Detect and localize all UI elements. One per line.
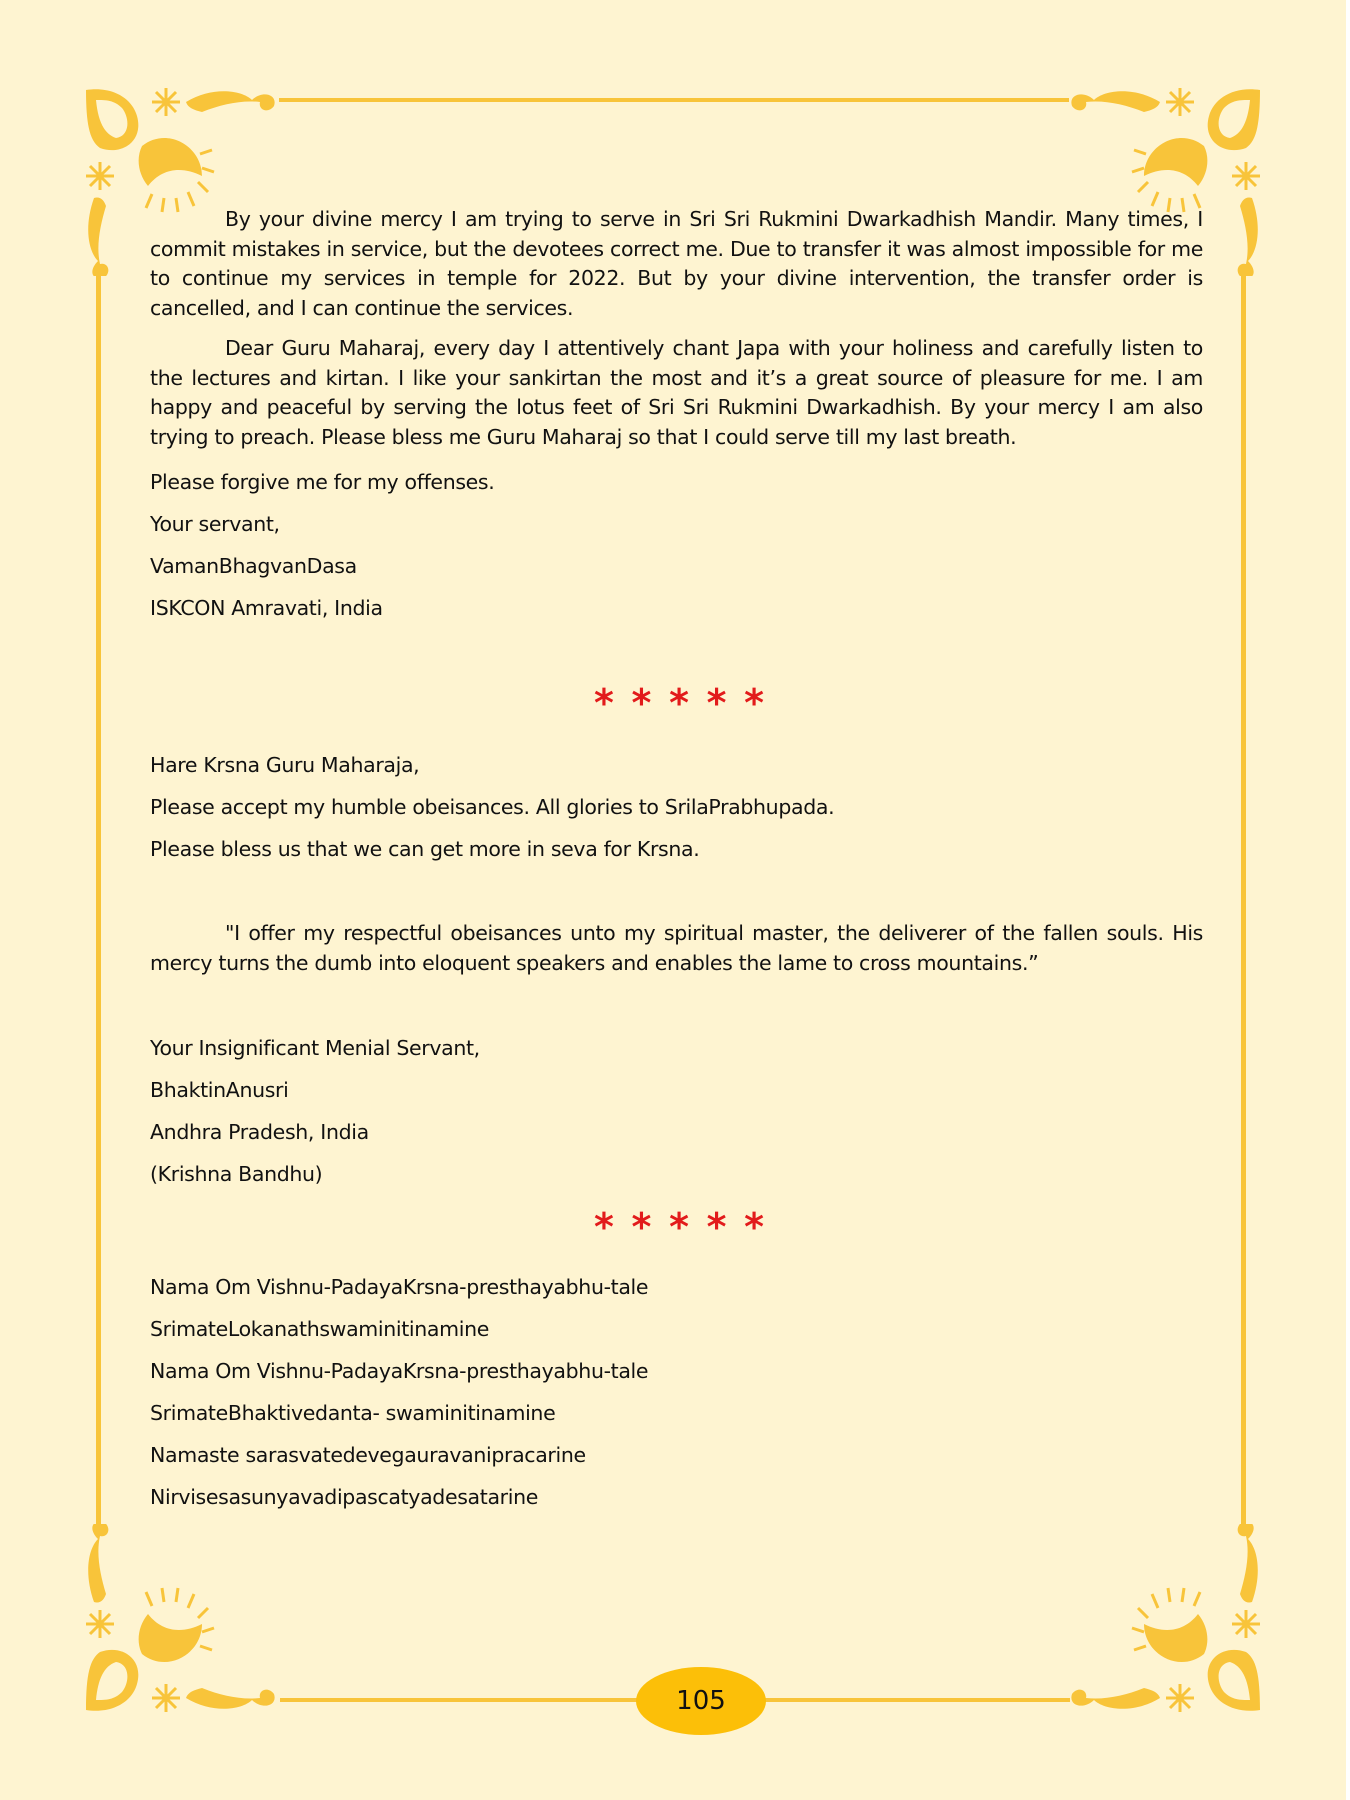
corner-ornament-bottom-right-icon bbox=[1064, 1524, 1264, 1714]
letter2-author-location: Andhra Pradesh, India bbox=[150, 1120, 369, 1144]
letter1-author-name: VamanBhagvanDasa bbox=[150, 554, 357, 578]
page-number: 105 bbox=[676, 1686, 726, 1716]
letter1-closing: Please forgive me for my offenses. bbox=[150, 470, 495, 494]
border-right-line bbox=[1241, 272, 1246, 1528]
star-icon: * bbox=[669, 681, 689, 725]
separator-stars-1 bbox=[594, 681, 764, 725]
border-left-line bbox=[96, 272, 101, 1528]
paragraph-text: Dear Guru Maharaj, every day I attentively chant Japa with your holiness and carefully listen to the lectures and kirtan. I like your sankirtan the most and it’s a great source of pleasure for me. I am happy and peaceful by serving the lotus feet of Sri Sri Rukmini Dwarkadhish. By your mercy I am also trying to preach. Please bless me Guru Maharaj so that I could serve till my last breath. bbox=[150, 336, 1203, 449]
letter2-signoff: Your Insignificant Menial Servant, bbox=[150, 1036, 480, 1060]
corner-ornament-bottom-left-icon bbox=[82, 1524, 282, 1714]
prayer-line: Namaste sarasvatedevegauravanipracarine bbox=[150, 1443, 586, 1467]
star-icon: * bbox=[594, 1205, 614, 1249]
letter2-line-1: Please accept my humble obeisances. All glories to SrilaPrabhupada. bbox=[150, 795, 835, 819]
star-icon: * bbox=[669, 1205, 689, 1249]
star-icon: * bbox=[706, 1205, 727, 1249]
letter1-signoff: Your servant, bbox=[150, 512, 280, 536]
star-icon: * bbox=[631, 1205, 652, 1249]
letter2-note: (Krishna Bandhu) bbox=[150, 1162, 323, 1186]
letter1-author-location: ISKCON Amravati, India bbox=[150, 596, 383, 620]
prayer-line: Nama Om Vishnu-PadayaKrsna-presthayabhu-tale bbox=[150, 1275, 649, 1299]
letter2-salutation: Hare Krsna Guru Maharaja, bbox=[150, 753, 420, 777]
prayer-line: Nama Om Vishnu-PadayaKrsna-presthayabhu-tale bbox=[150, 1359, 649, 1383]
star-icon: * bbox=[631, 681, 652, 725]
letter1-paragraph-2 bbox=[150, 334, 1203, 452]
page-number-badge bbox=[636, 1667, 766, 1735]
quote-text: "I offer my respectful obeisances unto my spiritual master, the deliverer of the fallen souls. His mercy turns the dumb into eloquent speakers and enables the lame to cross mountains.” bbox=[150, 921, 1203, 975]
border-top-line bbox=[279, 98, 1069, 102]
star-icon: * bbox=[744, 1205, 764, 1249]
letter1-paragraph-1 bbox=[150, 205, 1203, 323]
star-icon: * bbox=[744, 681, 764, 725]
separator-stars-2 bbox=[594, 1205, 764, 1249]
prayer-line: Nirvisesasunyavadipascatyadesatarine bbox=[150, 1485, 539, 1509]
letter2-line-2: Please bless us that we can get more in seva for Krsna. bbox=[150, 837, 700, 861]
star-icon: * bbox=[706, 681, 727, 725]
star-icon: * bbox=[594, 681, 614, 725]
prayer-line: SrimateBhaktivedanta- swaminitinamine bbox=[150, 1401, 556, 1425]
paragraph-text: By your divine mercy I am trying to serve in Sri Sri Rukmini Dwarkadhish Mandir. Many times, I commit mistakes in service, but the devotees correct me. Due to transfer it was almost impossible for me to continue my services in temple for 2022. But by your divine intervention, the transfer order is cancelled, and I can continue the services. bbox=[150, 207, 1203, 320]
prayer-line: SrimateLokanathswaminitinamine bbox=[150, 1317, 490, 1341]
letter2-author-name: BhaktinAnusri bbox=[150, 1078, 289, 1102]
letter2-quote bbox=[150, 919, 1203, 978]
